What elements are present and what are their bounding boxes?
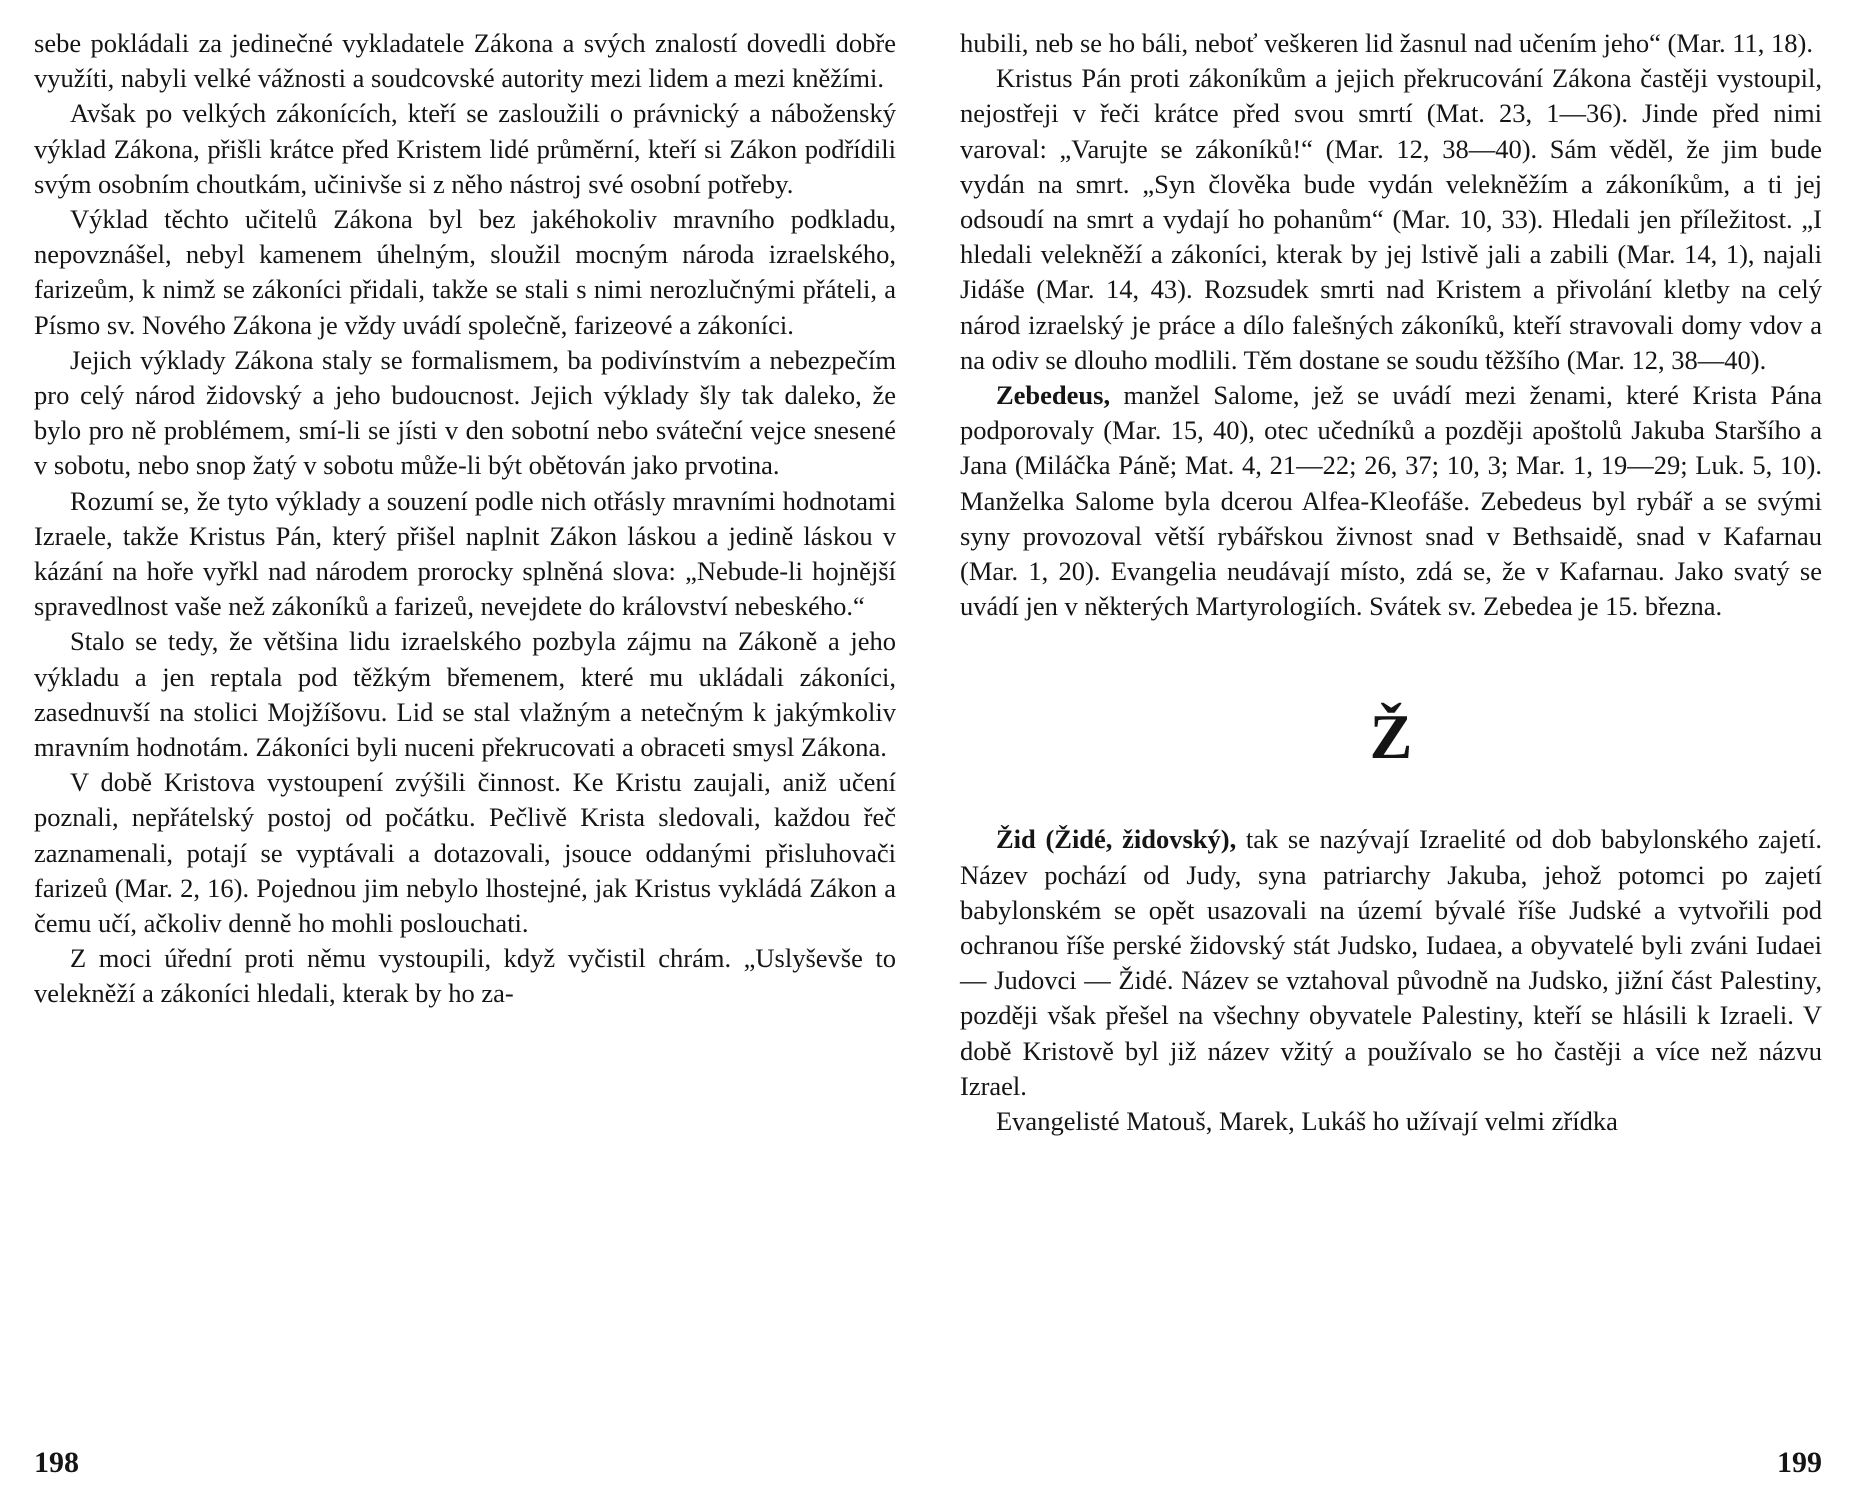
entry-text-zid: tak se nazývají Izraelité od dob babylonského zajetí. Název pochází od Judy, syna patriarchy Jakuba, jehož potomci po zajetí babylonském se opět usazovali na území bývalé říše Judské a vytvořili pod ochranou říše perské židovský stát Judsko, Iudaea, a obyvatelé byli zváni Iudaei — Judovci — Židé. Název se vztahoval původně na Judsko, jižní část Palestiny, později však přešel na všechny obyvatele Palestiny, kteří se hlásili k Izraeli. V době Kristově byl již název vžitý a používalo se ho častěji a více než názvu Izrael. xyxy=(960,824,1822,1101)
entry-term-zid: Žid (Židé, židovský), xyxy=(996,824,1237,855)
entry-zebedeus xyxy=(960,378,1822,624)
entry-term-zebedeus: Zebedeus, xyxy=(996,380,1111,411)
left-paragraph-2: Avšak po velkých zákonících, kteří se zasloužili o právnický a náboženský výklad Zákona, přišli krátce před Kristem lidé průměrní, kteří si Zákon podřídili svým osobním choutkám, učinivše si z něho nástroj své osobní potřeby. xyxy=(34,98,896,199)
left-paragraph-5: Rozumí se, že tyto výklady a souzení podle nich otřásly mravními hodnotami Izraele, takže Kristus Pán, který přišel naplnit Zákon láskou a jedině láskou v kázání na hoře vyřkl nad národem prorocky splněná slova: „Nebude-li hojnější spravedlnost vaše než zákoníků a farizeů, nevejdete do království nebeského.“ xyxy=(34,485,896,622)
section-letter-heading: Ž xyxy=(1369,701,1413,773)
left-paragraph-6: Stalo se tedy, že většina lidu izraelského pozbyla zájmu na Zákoně a jeho výkladu a jen reptala pod těžkým břemenem, které mu ukládali zákoníci, zasednuvší na stolici Mojžíšovu. Lid se stal vlažným a netečným k jakýmkoliv mravním hodnotám. Zákoníci byli nuceni překrucovati a obraceti smysl Zákona. xyxy=(34,626,896,763)
right-page-number: 199 xyxy=(1777,1446,1822,1479)
right-paragraph-last: Evangelisté Matouš, Marek, Lukáš ho užívají velmi zřídka xyxy=(996,1106,1618,1137)
left-page xyxy=(34,26,896,1012)
right-paragraph-2: Kristus Pán proti zákoníkům a jejich překrucování Zákona častěji vystoupil, nejostřeji v řeči krátce před svou smrtí (Mat. 23, 1—36). Jinde před nimi varoval: „Varujte se zákoníků!“ (Mar. 12, 38—40). Sám věděl, že jim bude vydán na smrt. „Syn člověka bude vydán velekněžím a zákoníkům, a ti jej odsoudí na smrt a vydají ho pohanům“ (Mar. 10, 33). Hledali jen příležitost. „I hledali velekněží a zákoníci, kterak by jej lstivě jali a zabili (Mar. 14, 1), najali Jidáše (Mar. 14, 43). Rozsudek smrti nad Kristem a přivolání kletby na celý národ izraelský je práce a dílo falešných zákoníků, kteří stravovali domy vdov a na odiv se dlouho modlili. Těm dostane se soudu těžšího (Mar. 12, 38—40). xyxy=(960,63,1822,375)
left-page-number: 198 xyxy=(34,1446,79,1479)
left-paragraph-3: Výklad těchto učitelů Zákona byl bez jakéhokoliv mravního podkladu, nepovznášel, nebyl kamenem úhelným, sloužil mocným národa izraelského, farizeům, k nimž se zákoníci přidali, takže se stali s nimi nerozlučnými přáteli, a Písmo sv. Nového Zákona je vždy uvádí společně, farizeové a zákoníci. xyxy=(34,204,896,340)
right-paragraph-1: hubili, neb se ho báli, neboť veškeren lid žasnul nad učením jeho“ (Mar. 11, 18). xyxy=(960,28,1813,58)
left-paragraph-4: Jejich výklady Zákona staly se formalismem, ba podivínstvím a nebezpečím pro celý národ židovský a jeho budoucnost. Jejich výklady šly tak daleko, že bylo pro ně problémem, smí-li se jísti v den sobotní nebo sváteční vejce snesené v sobotu, nebo snop žatý v sobotu může-li být obětován jako prvotina. xyxy=(34,344,896,481)
entry-text-zebedeus: manžel Salome, jež se uvádí mezi ženami, které Krista Pána podporovaly (Mar. 15, 40), otec učedníků a později apoštolů Jakuba Staršího a Jana (Miláčka Páně; Mat. 4, 21—22; 26, 37; 10, 3; Mar. 1, 19—29; Luk. 5, 10). Manželka Salome byla dcerou Alfea-Kleofáše. Zebedeus byl rybář a se svými syny provozoval větší rybářskou živnost snad v Bethsaidě, snad v Kafarnau (Mar. 1, 20). Evangelia neudávají místo, zdá se, že v Kafarnau. Jako svatý se uvádí jen v některých Martyrologiích. Svátek sv. Zebedea je 15. března. xyxy=(960,380,1822,622)
entry-zid xyxy=(960,822,1822,1104)
left-paragraph-7: V době Kristova vystoupení zvýšili činnost. Ke Kristu zaujali, aniž učení poznali, nepřátelský postoj od počátku. Pečlivě Krista sledovali, každou řeč zaznamenali, potají se vyptávali a dotazovali, jsouce oddanými přisluhovači farizeů (Mar. 2, 16). Pojednou jim nebylo lhostejné, jak Kristus vykládá Zákon a čemu učí, ačkoliv denně ho mohli poslouchati. xyxy=(34,767,896,939)
left-paragraph-8: Z moci úřední proti němu vystoupili, když vyčistil chrám. „Uslyševše to velekněží a zákoníci hledali, kterak by ho za- xyxy=(34,943,896,1009)
right-page xyxy=(960,26,1822,1139)
left-paragraph-1: sebe pokládali za jedinečné vykladatele Zákona a svých znalostí dovedli dobře využíti, nabyli velké vážnosti a soudcovské autority mezi lidem a mezi kněžími. xyxy=(34,28,896,94)
